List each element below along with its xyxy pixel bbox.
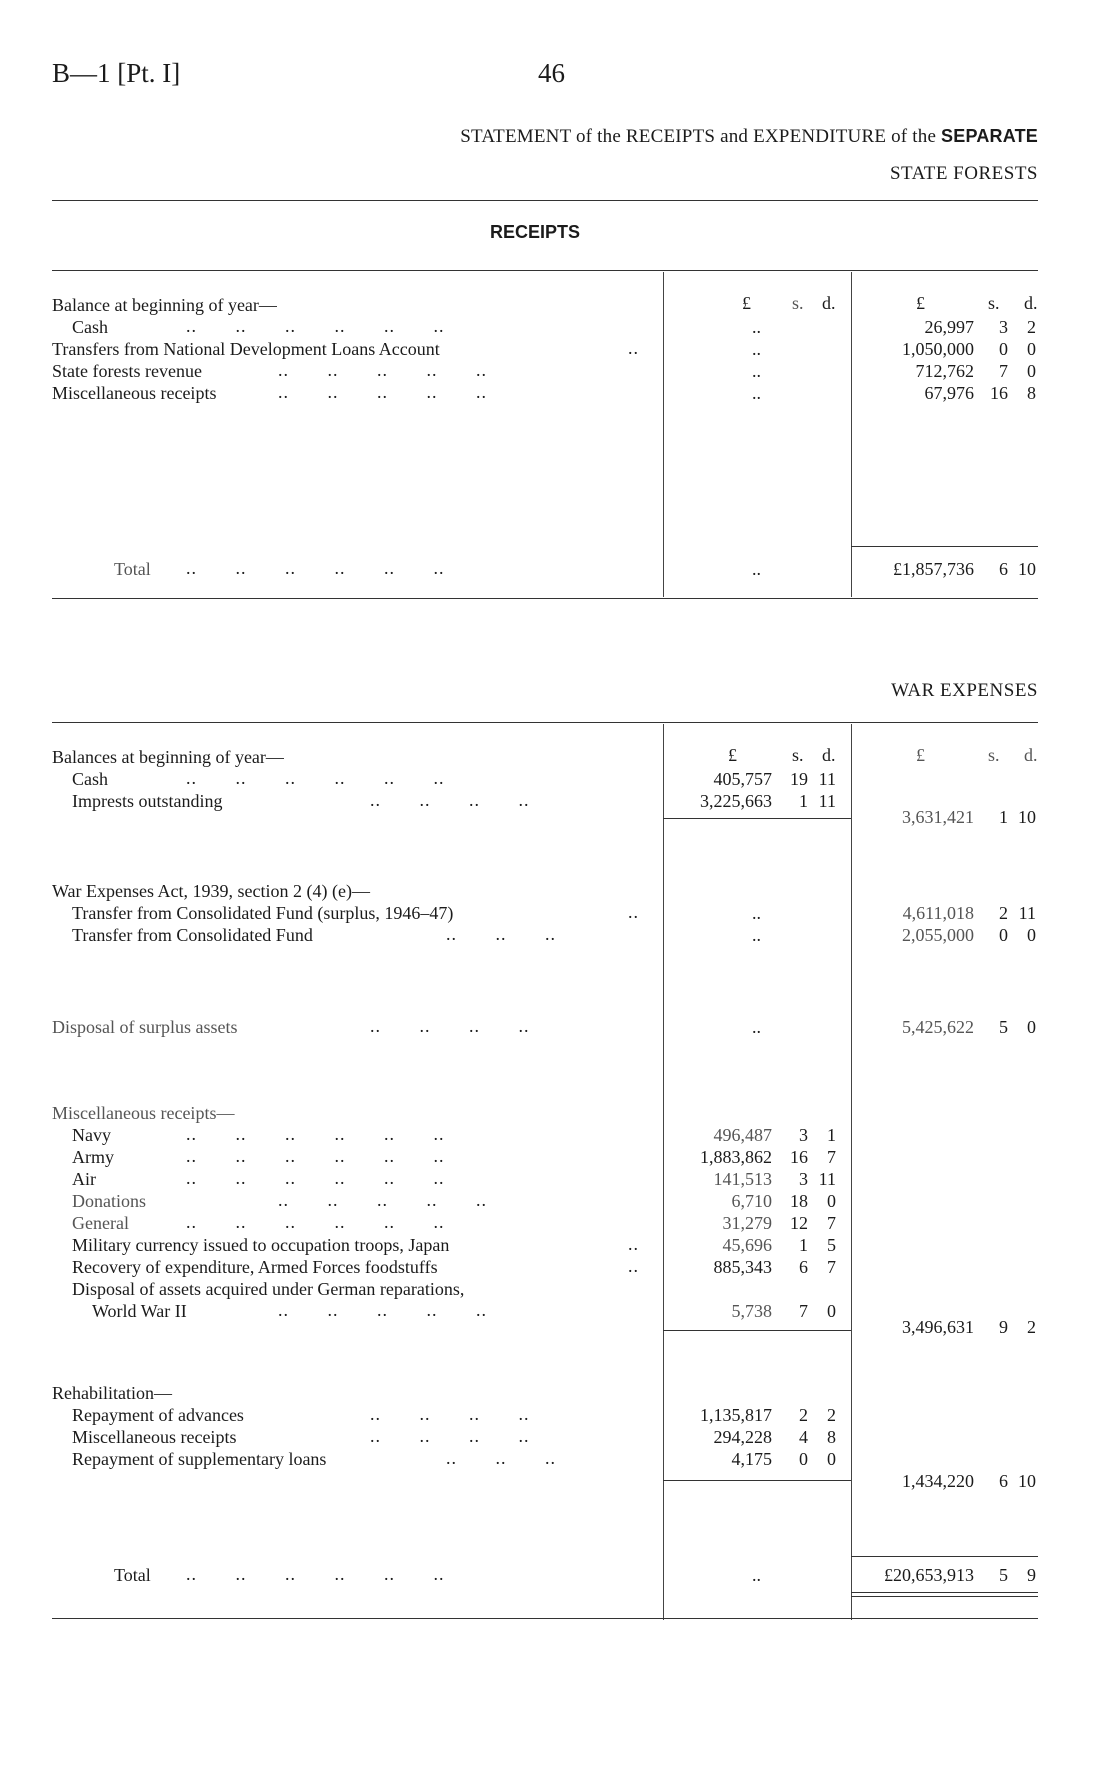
leader-dots: .. — [628, 338, 639, 358]
receipt-row-label: Miscellaneous receipts — [52, 383, 217, 403]
misc-row-pence: 1 — [827, 1125, 836, 1145]
rehab-row-pence: 0 — [827, 1449, 836, 1469]
rehab-row-label: Miscellaneous receipts — [72, 1427, 237, 1447]
balances-label: Balances at beginning of year— — [52, 747, 284, 767]
misc-row-shillings: 16 — [790, 1147, 808, 1167]
receipt-row-pence: 2 — [1027, 317, 1036, 337]
misc-row-label: Donations — [72, 1191, 146, 1211]
balance-label: Balance at beginning of year— — [52, 295, 277, 315]
receipts-total-shillings: 6 — [999, 559, 1008, 579]
leader-dots: .. .. .. .. .. — [278, 1300, 487, 1320]
war-total-shillings: 5 — [999, 1565, 1008, 1585]
act-row-label: Transfer from Consolidated Fund — [72, 925, 313, 945]
rehab-row-pounds: 1,135,817 — [700, 1405, 772, 1425]
misc-row-pence: 5 — [827, 1235, 836, 1255]
rule-subtotal — [663, 1480, 851, 1481]
rule-receipts-bottom — [52, 598, 1038, 599]
receipts-inner-s-head: s. — [792, 293, 804, 313]
misc-row-pence: 11 — [818, 1169, 836, 1189]
misc-row-pounds: 31,279 — [722, 1213, 772, 1233]
statement-title-prefix: STATEMENT of the RECEIPTS and EXPENDITURE of the — [460, 126, 937, 147]
balances-row-pounds: 3,225,663 — [700, 791, 772, 811]
misc-row-label: Military currency issued to occupation troops, Japan — [72, 1235, 450, 1255]
rule-war-top — [52, 722, 1038, 723]
receipt-row-pence: 8 — [1027, 383, 1036, 403]
misc-row-label: Air — [72, 1169, 96, 1189]
act-row-pence: 11 — [1018, 903, 1036, 923]
receipts-inner-d-head: d. — [822, 293, 836, 313]
receipt-row-shillings: 0 — [999, 339, 1008, 359]
receipts-outer-pound-head: £ — [916, 293, 925, 313]
balances-row-shillings: 1 — [799, 791, 808, 811]
act-row-inner: .. — [752, 903, 761, 923]
document-reference: B—1 [Pt. I] — [52, 58, 181, 88]
war-total-inner: .. — [752, 1565, 761, 1585]
balances-row-pence: 11 — [818, 791, 836, 811]
misc-total-pence: 2 — [1027, 1317, 1036, 1337]
misc-row-pence: 0 — [827, 1191, 836, 1211]
rehab-total-pounds: 1,434,220 — [902, 1471, 974, 1491]
misc-reparations-shillings: 7 — [799, 1301, 808, 1321]
receipts-outer-s-head: s. — [988, 293, 1000, 313]
misc-row-pence: 7 — [827, 1213, 836, 1233]
leader-dots: .. .. .. .. — [370, 790, 530, 810]
receipts-total-pence: 10 — [1018, 559, 1036, 579]
leader-dots: .. .. .. .. .. — [278, 382, 487, 402]
leader-dots: .. .. .. .. .. .. — [186, 1564, 445, 1584]
act-row-inner: .. — [752, 925, 761, 945]
leader-dots: .. .. .. .. — [370, 1426, 530, 1446]
receipt-row-label: Transfers from National Development Loans Account — [52, 339, 440, 359]
war-inner-d-head: d. — [822, 745, 836, 765]
act-label: War Expenses Act, 1939, section 2 (4) (e)— — [52, 881, 370, 901]
rehab-row-pounds: 294,228 — [713, 1427, 772, 1447]
misc-total-shillings: 9 — [999, 1317, 1008, 1337]
balances-total-shillings: 1 — [999, 807, 1008, 827]
act-row-shillings: 0 — [999, 925, 1008, 945]
leader-dots: .. .. .. .. .. .. — [186, 558, 445, 578]
receipt-row-pounds: 1,050,000 — [902, 339, 974, 359]
leader-dots: .. .. .. — [446, 1448, 556, 1468]
war-total-pence: 9 — [1027, 1565, 1036, 1585]
rule-receipts-header — [52, 270, 1038, 271]
misc-row-shillings: 12 — [790, 1213, 808, 1233]
leader-dots: .. .. .. .. .. .. — [186, 1212, 445, 1232]
rule-war-total — [851, 1556, 1038, 1557]
rehab-row-shillings: 4 — [799, 1427, 808, 1447]
rehab-row-shillings: 2 — [799, 1405, 808, 1425]
leader-dots: .. .. .. .. .. .. — [186, 1146, 445, 1166]
rehab-row-pence: 2 — [827, 1405, 836, 1425]
misc-reparations-pence: 0 — [827, 1301, 836, 1321]
balances-row-pence: 11 — [818, 769, 836, 789]
receipt-row-pence: 0 — [1027, 339, 1036, 359]
rule-subtotal — [663, 818, 851, 819]
balances-row-pounds: 405,757 — [713, 769, 772, 789]
receipt-row-label: State forests revenue — [52, 361, 202, 381]
act-row-label: Transfer from Consolidated Fund (surplus, 1946–47) — [72, 903, 454, 923]
balances-row-shillings: 19 — [790, 769, 808, 789]
rehab-row-shillings: 0 — [799, 1449, 808, 1469]
war-inner-s-head: s. — [792, 745, 804, 765]
disposal-inner: .. — [752, 1017, 761, 1037]
rehab-row-pounds: 4,175 — [731, 1449, 772, 1469]
page-number: 46 — [538, 58, 565, 88]
misc-label: Miscellaneous receipts— — [52, 1103, 235, 1123]
receipt-row-inner: .. — [752, 383, 761, 403]
misc-reparations-line2: World War II — [92, 1301, 187, 1321]
misc-total-pounds: 3,496,631 — [902, 1317, 974, 1337]
war-total-label: Total — [114, 1565, 151, 1585]
statement-title-bold: SEPARATE — [941, 126, 1038, 146]
disposal-pounds: 5,425,622 — [902, 1017, 974, 1037]
act-row-pounds: 2,055,000 — [902, 925, 974, 945]
receipt-row-pounds: 26,997 — [924, 317, 974, 337]
rehab-label: Rehabilitation— — [52, 1383, 172, 1403]
war-outer-s-head: s. — [988, 745, 1000, 765]
misc-row-shillings: 3 — [799, 1169, 808, 1189]
rule-receipts-total — [851, 546, 1038, 547]
receipts-total-pounds: £1,857,736 — [893, 559, 974, 579]
leader-dots: .. .. .. .. .. .. — [186, 768, 445, 788]
column-divider-1 — [663, 272, 664, 597]
receipt-row-shillings: 16 — [990, 383, 1008, 403]
receipt-row-shillings: 3 — [999, 317, 1008, 337]
rule-war-bottom — [52, 1618, 1038, 1619]
statement-title — [460, 126, 1038, 148]
leader-dots: .. .. .. .. .. — [278, 1190, 487, 1210]
column-divider-2 — [851, 272, 852, 597]
receipts-total-label: Total — [114, 559, 151, 579]
disposal-pence: 0 — [1027, 1017, 1036, 1037]
leader-dots: .. .. .. — [446, 924, 556, 944]
receipt-row-label: Cash — [72, 317, 108, 337]
misc-row-pounds: 496,487 — [713, 1125, 772, 1145]
balances-total-pence: 10 — [1018, 807, 1036, 827]
rule-top — [52, 200, 1038, 201]
misc-row-pounds: 6,710 — [731, 1191, 772, 1211]
leader-dots: .. — [628, 1234, 639, 1254]
war-outer-d-head: d. — [1024, 745, 1038, 765]
receipts-outer-d-head: d. — [1024, 293, 1038, 313]
misc-reparations-pounds: 5,738 — [731, 1301, 772, 1321]
leader-dots: .. .. .. .. — [370, 1404, 530, 1424]
act-row-shillings: 2 — [999, 903, 1008, 923]
misc-row-pounds: 1,883,862 — [700, 1147, 772, 1167]
misc-row-shillings: 1 — [799, 1235, 808, 1255]
misc-row-pounds: 141,513 — [713, 1169, 772, 1189]
war-inner-pound-head: £ — [728, 745, 737, 765]
rehab-total-shillings: 6 — [999, 1471, 1008, 1491]
receipts-inner-pound-head: £ — [742, 293, 751, 313]
rule-subtotal — [663, 1330, 851, 1331]
statement-subtitle: STATE FORESTS — [889, 163, 1038, 184]
rehab-total-pence: 10 — [1018, 1471, 1036, 1491]
balances-row-label: Imprests outstanding — [72, 791, 223, 811]
column-divider-1 — [663, 724, 664, 1620]
rehab-row-label: Repayment of supplementary loans — [72, 1449, 327, 1469]
receipt-row-pounds: 67,976 — [924, 383, 974, 403]
leader-dots: .. — [628, 902, 639, 922]
leader-dots: .. .. .. .. — [370, 1016, 530, 1036]
war-expenses-heading: WAR EXPENSES — [891, 680, 1038, 701]
rule-war-double-1 — [851, 1592, 1038, 1593]
misc-row-shillings: 18 — [790, 1191, 808, 1211]
receipt-row-inner: .. — [752, 339, 761, 359]
misc-row-label: Recovery of expenditure, Armed Forces foodstuffs — [72, 1257, 438, 1277]
receipt-row-inner: .. — [752, 317, 761, 337]
rule-war-double-2 — [851, 1596, 1038, 1597]
balances-total-pounds: 3,631,421 — [902, 807, 974, 827]
war-outer-pound-head: £ — [916, 745, 925, 765]
war-total-pounds: £20,653,913 — [884, 1565, 974, 1585]
receipts-heading: RECEIPTS — [490, 222, 581, 242]
misc-row-pence: 7 — [827, 1257, 836, 1277]
misc-row-label: General — [72, 1213, 129, 1233]
leader-dots: .. .. .. .. .. .. — [186, 1168, 445, 1188]
balances-row-label: Cash — [72, 769, 108, 789]
receipt-row-shillings: 7 — [999, 361, 1008, 381]
receipt-row-pounds: 712,762 — [915, 361, 974, 381]
disposal-label: Disposal of surplus assets — [52, 1017, 238, 1037]
misc-row-label: Navy — [72, 1125, 111, 1145]
misc-row-pounds: 885,343 — [713, 1257, 772, 1277]
column-divider-2 — [851, 724, 852, 1620]
misc-row-pence: 7 — [827, 1147, 836, 1167]
misc-row-label: Army — [72, 1147, 114, 1167]
leader-dots: .. .. .. .. .. — [278, 360, 487, 380]
receipt-row-pence: 0 — [1027, 361, 1036, 381]
misc-row-shillings: 6 — [799, 1257, 808, 1277]
act-row-pounds: 4,611,018 — [902, 903, 974, 923]
rehab-row-label: Repayment of advances — [72, 1405, 244, 1425]
receipts-total-inner: .. — [752, 559, 761, 579]
leader-dots: .. .. .. .. .. .. — [186, 1124, 445, 1144]
receipt-row-inner: .. — [752, 361, 761, 381]
leader-dots: .. .. .. .. .. .. — [186, 316, 445, 336]
misc-row-pounds: 45,696 — [722, 1235, 772, 1255]
leader-dots: .. — [628, 1256, 639, 1276]
act-row-pence: 0 — [1027, 925, 1036, 945]
rehab-row-pence: 8 — [827, 1427, 836, 1447]
misc-reparations-line1: Disposal of assets acquired under German reparations, — [72, 1279, 465, 1299]
disposal-shillings: 5 — [999, 1017, 1008, 1037]
misc-row-shillings: 3 — [799, 1125, 808, 1145]
